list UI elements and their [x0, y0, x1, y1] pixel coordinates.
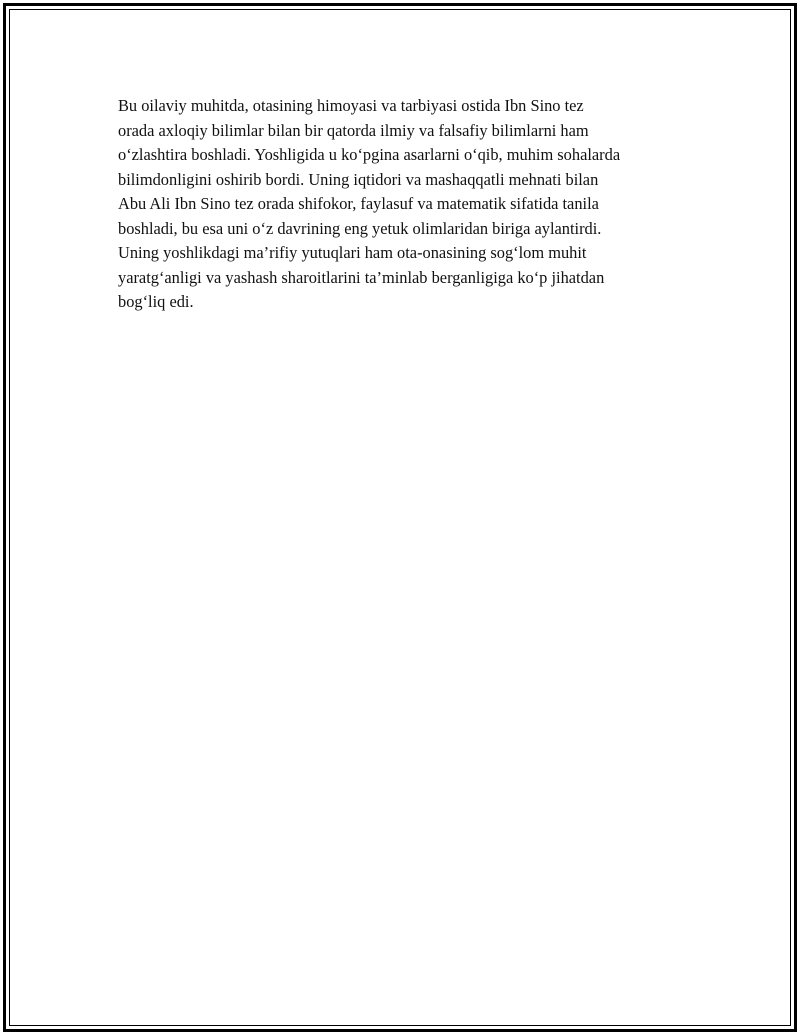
paragraph-line: Bu oilaviy muhitda, otasining himoyasi va tarbiyasi ostida Ibn Sino tez	[118, 96, 584, 115]
paragraph-line: bog‘liq edi.	[118, 292, 194, 311]
paragraph-line: bilimdonligini oshirib bordi. Uning iqtidori va mashaqqatli mehnati bilan	[118, 169, 599, 189]
paragraph-line: Abu Ali Ibn Sino tez orada shifokor, faylasuf va matematik sifatida tanila	[118, 194, 599, 213]
paragraph-line: Uning yoshlikdagi ma’rifiy yutuqlari ham ota-onasining sog‘lom muhit	[118, 243, 587, 262]
paragraph-line: boshladi, bu esa uni o‘z davrining eng yetuk olimlaridan biriga aylantirdi.	[118, 218, 602, 238]
paragraph-line: yaratg‘anligi va yashash sharoitlarini ta’minlab berganligiga ko‘p jihatdan	[118, 267, 605, 287]
paragraph-line: o‘zlashtira boshladi. Yoshligida u ko‘pgina asarlarni o‘qib, muhim sohalarda	[118, 145, 621, 164]
paragraph-line: orada axloqiy bilimlar bilan bir qatorda ilmiy va falsafiy bilimlarni ham	[118, 120, 589, 140]
body-paragraph	[118, 94, 698, 315]
